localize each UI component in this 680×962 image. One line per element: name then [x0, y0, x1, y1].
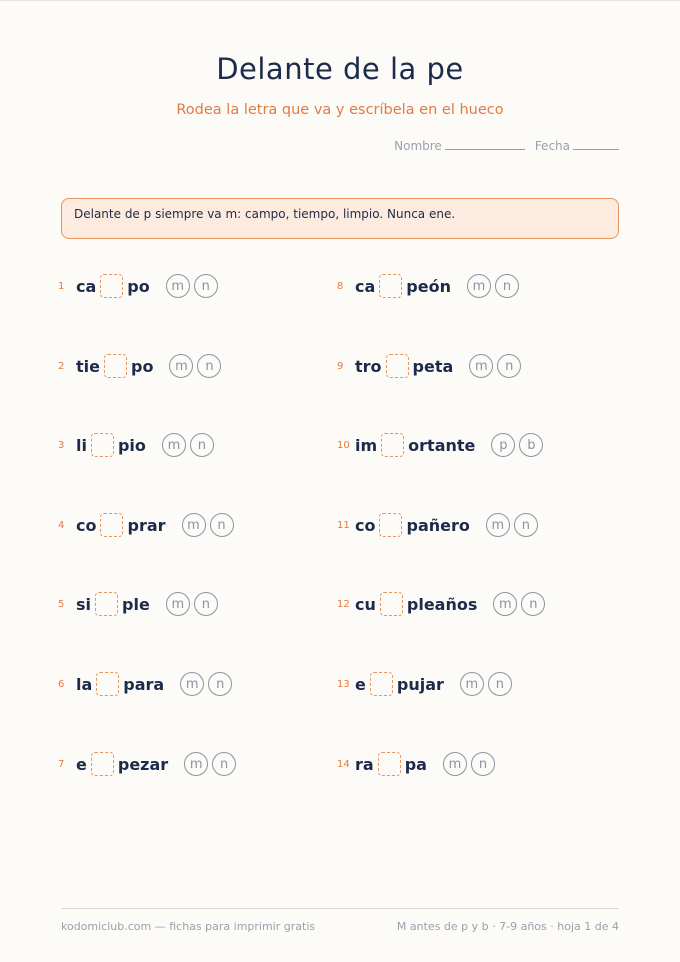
- letter-option[interactable]: n: [514, 513, 538, 537]
- word-start: si: [76, 594, 92, 614]
- letter-option[interactable]: m: [182, 513, 206, 537]
- name-field[interactable]: [394, 139, 525, 153]
- letter-option[interactable]: n: [210, 513, 234, 537]
- word-end: pa: [404, 754, 427, 774]
- exercise-item: [337, 353, 521, 379]
- item-number: 11: [337, 519, 350, 531]
- word-start: co: [76, 515, 97, 535]
- letter-option[interactable]: b: [519, 433, 543, 457]
- word-start: ca: [76, 276, 97, 296]
- letter-option[interactable]: m: [166, 274, 190, 298]
- letter-option[interactable]: n: [495, 274, 519, 298]
- letter-choices: [460, 672, 512, 696]
- item-number: 10: [337, 439, 350, 451]
- answer-blank[interactable]: [100, 274, 123, 298]
- letter-choices: [467, 274, 519, 298]
- answer-blank[interactable]: [370, 672, 393, 696]
- exercise-item: [58, 353, 221, 379]
- letter-option[interactable]: m: [180, 672, 204, 696]
- answer-blank[interactable]: [100, 513, 123, 537]
- exercise-item: [337, 512, 538, 538]
- rule-box: [61, 198, 619, 239]
- letter-option[interactable]: m: [166, 592, 190, 616]
- letter-option[interactable]: m: [162, 433, 186, 457]
- letter-option[interactable]: m: [443, 752, 467, 776]
- exercise-item: [337, 751, 495, 777]
- exercise-item: [337, 432, 543, 458]
- word-start: co: [355, 515, 376, 535]
- word-start: la: [76, 674, 93, 694]
- letter-choices: [443, 752, 495, 776]
- word-start: ra: [355, 754, 374, 774]
- letter-option[interactable]: n: [471, 752, 495, 776]
- exercise-item: [58, 591, 218, 617]
- answer-blank[interactable]: [381, 433, 404, 457]
- date-label: Fecha: [534, 139, 570, 153]
- word-start: li: [76, 435, 87, 455]
- answer-blank[interactable]: [95, 592, 118, 616]
- letter-option[interactable]: m: [469, 354, 493, 378]
- letter-option[interactable]: n: [208, 672, 232, 696]
- word-start: cu: [355, 594, 376, 614]
- letter-option[interactable]: p: [491, 433, 515, 457]
- item-number: 14: [337, 758, 350, 770]
- letter-choices: [162, 433, 214, 457]
- item-number: 5: [58, 598, 65, 610]
- letter-choices: [486, 513, 538, 537]
- word-end: pujar: [396, 674, 444, 694]
- rule-text: Delante de p siempre va m: campo, tiempo, limpio. Nunca ene.: [74, 207, 456, 221]
- answer-blank[interactable]: [380, 592, 403, 616]
- word-end: pleaños: [406, 594, 478, 614]
- item-number: 1: [58, 280, 65, 292]
- answer-blank[interactable]: [91, 433, 114, 457]
- footer-sheet-info: M antes de p y b · 7-9 años · hoja 1 de 4: [396, 920, 619, 933]
- word-start: tie: [76, 356, 100, 376]
- item-number: 9: [337, 360, 344, 372]
- letter-choices: [166, 274, 218, 298]
- answer-blank[interactable]: [386, 354, 409, 378]
- name-line: [445, 149, 525, 150]
- answer-blank[interactable]: [104, 354, 127, 378]
- instructions: Rodea la letra que va y escríbela en el hueco: [176, 102, 504, 118]
- exercise-item: [337, 591, 545, 617]
- exercise-item: [58, 273, 218, 299]
- word-start: e: [76, 754, 87, 774]
- letter-option[interactable]: n: [212, 752, 236, 776]
- page-title: Delante de la pe: [216, 52, 464, 86]
- letter-choices: [184, 752, 236, 776]
- exercise-item: [58, 512, 234, 538]
- word-start: e: [355, 674, 366, 694]
- letter-choices: [180, 672, 232, 696]
- answer-blank[interactable]: [379, 513, 402, 537]
- item-number: 2: [58, 360, 65, 372]
- item-number: 4: [58, 519, 65, 531]
- letter-option[interactable]: n: [197, 354, 221, 378]
- footer-divider: [61, 908, 619, 909]
- item-number: 12: [337, 598, 350, 610]
- letter-option[interactable]: m: [486, 513, 510, 537]
- letter-option[interactable]: m: [169, 354, 193, 378]
- item-number: 13: [337, 678, 350, 690]
- letter-choices: [169, 354, 221, 378]
- word-end: peta: [412, 356, 454, 376]
- letter-choices: [493, 592, 545, 616]
- word-end: para: [123, 674, 165, 694]
- letter-option[interactable]: n: [194, 274, 218, 298]
- word-start: im: [355, 435, 378, 455]
- letter-option[interactable]: m: [460, 672, 484, 696]
- letter-option[interactable]: m: [184, 752, 208, 776]
- letter-choices: [166, 592, 218, 616]
- exercise-item: [337, 671, 512, 697]
- word-end: ortante: [408, 435, 476, 455]
- exercise-item: [58, 671, 232, 697]
- item-number: 3: [58, 439, 65, 451]
- letter-option[interactable]: n: [190, 433, 214, 457]
- name-label: Nombre: [394, 139, 442, 153]
- word-end: pio: [117, 435, 146, 455]
- word-end: prar: [127, 515, 166, 535]
- name-date-fields: [394, 139, 619, 153]
- word-end: po: [130, 356, 154, 376]
- item-number: 6: [58, 678, 65, 690]
- letter-option[interactable]: n: [194, 592, 218, 616]
- letter-option[interactable]: n: [488, 672, 512, 696]
- letter-option[interactable]: n: [521, 592, 545, 616]
- word-end: ple: [122, 594, 150, 614]
- page-top-border: [0, 0, 680, 1]
- word-start: tro: [355, 356, 382, 376]
- letter-choices: [469, 354, 521, 378]
- item-number: 7: [58, 758, 65, 770]
- exercise-item: [58, 432, 214, 458]
- word-start: ca: [355, 276, 376, 296]
- answer-blank[interactable]: [91, 752, 114, 776]
- exercise-item: [58, 751, 236, 777]
- date-field[interactable]: [535, 139, 619, 153]
- answer-blank[interactable]: [96, 672, 119, 696]
- date-line: [573, 149, 619, 150]
- word-end: pañero: [406, 515, 470, 535]
- answer-blank[interactable]: [379, 274, 402, 298]
- letter-option[interactable]: n: [497, 354, 521, 378]
- letter-option[interactable]: m: [467, 274, 491, 298]
- answer-blank[interactable]: [378, 752, 401, 776]
- letter-option[interactable]: m: [493, 592, 517, 616]
- word-end: pezar: [117, 754, 169, 774]
- letter-choices: [182, 513, 234, 537]
- footer-site: kodomiclub.com — fichas para imprimir gratis: [61, 920, 316, 933]
- exercise-item: [337, 273, 519, 299]
- word-end: peón: [406, 276, 451, 296]
- item-number: 8: [337, 280, 344, 292]
- letter-choices: [491, 433, 543, 457]
- word-end: po: [127, 276, 150, 296]
